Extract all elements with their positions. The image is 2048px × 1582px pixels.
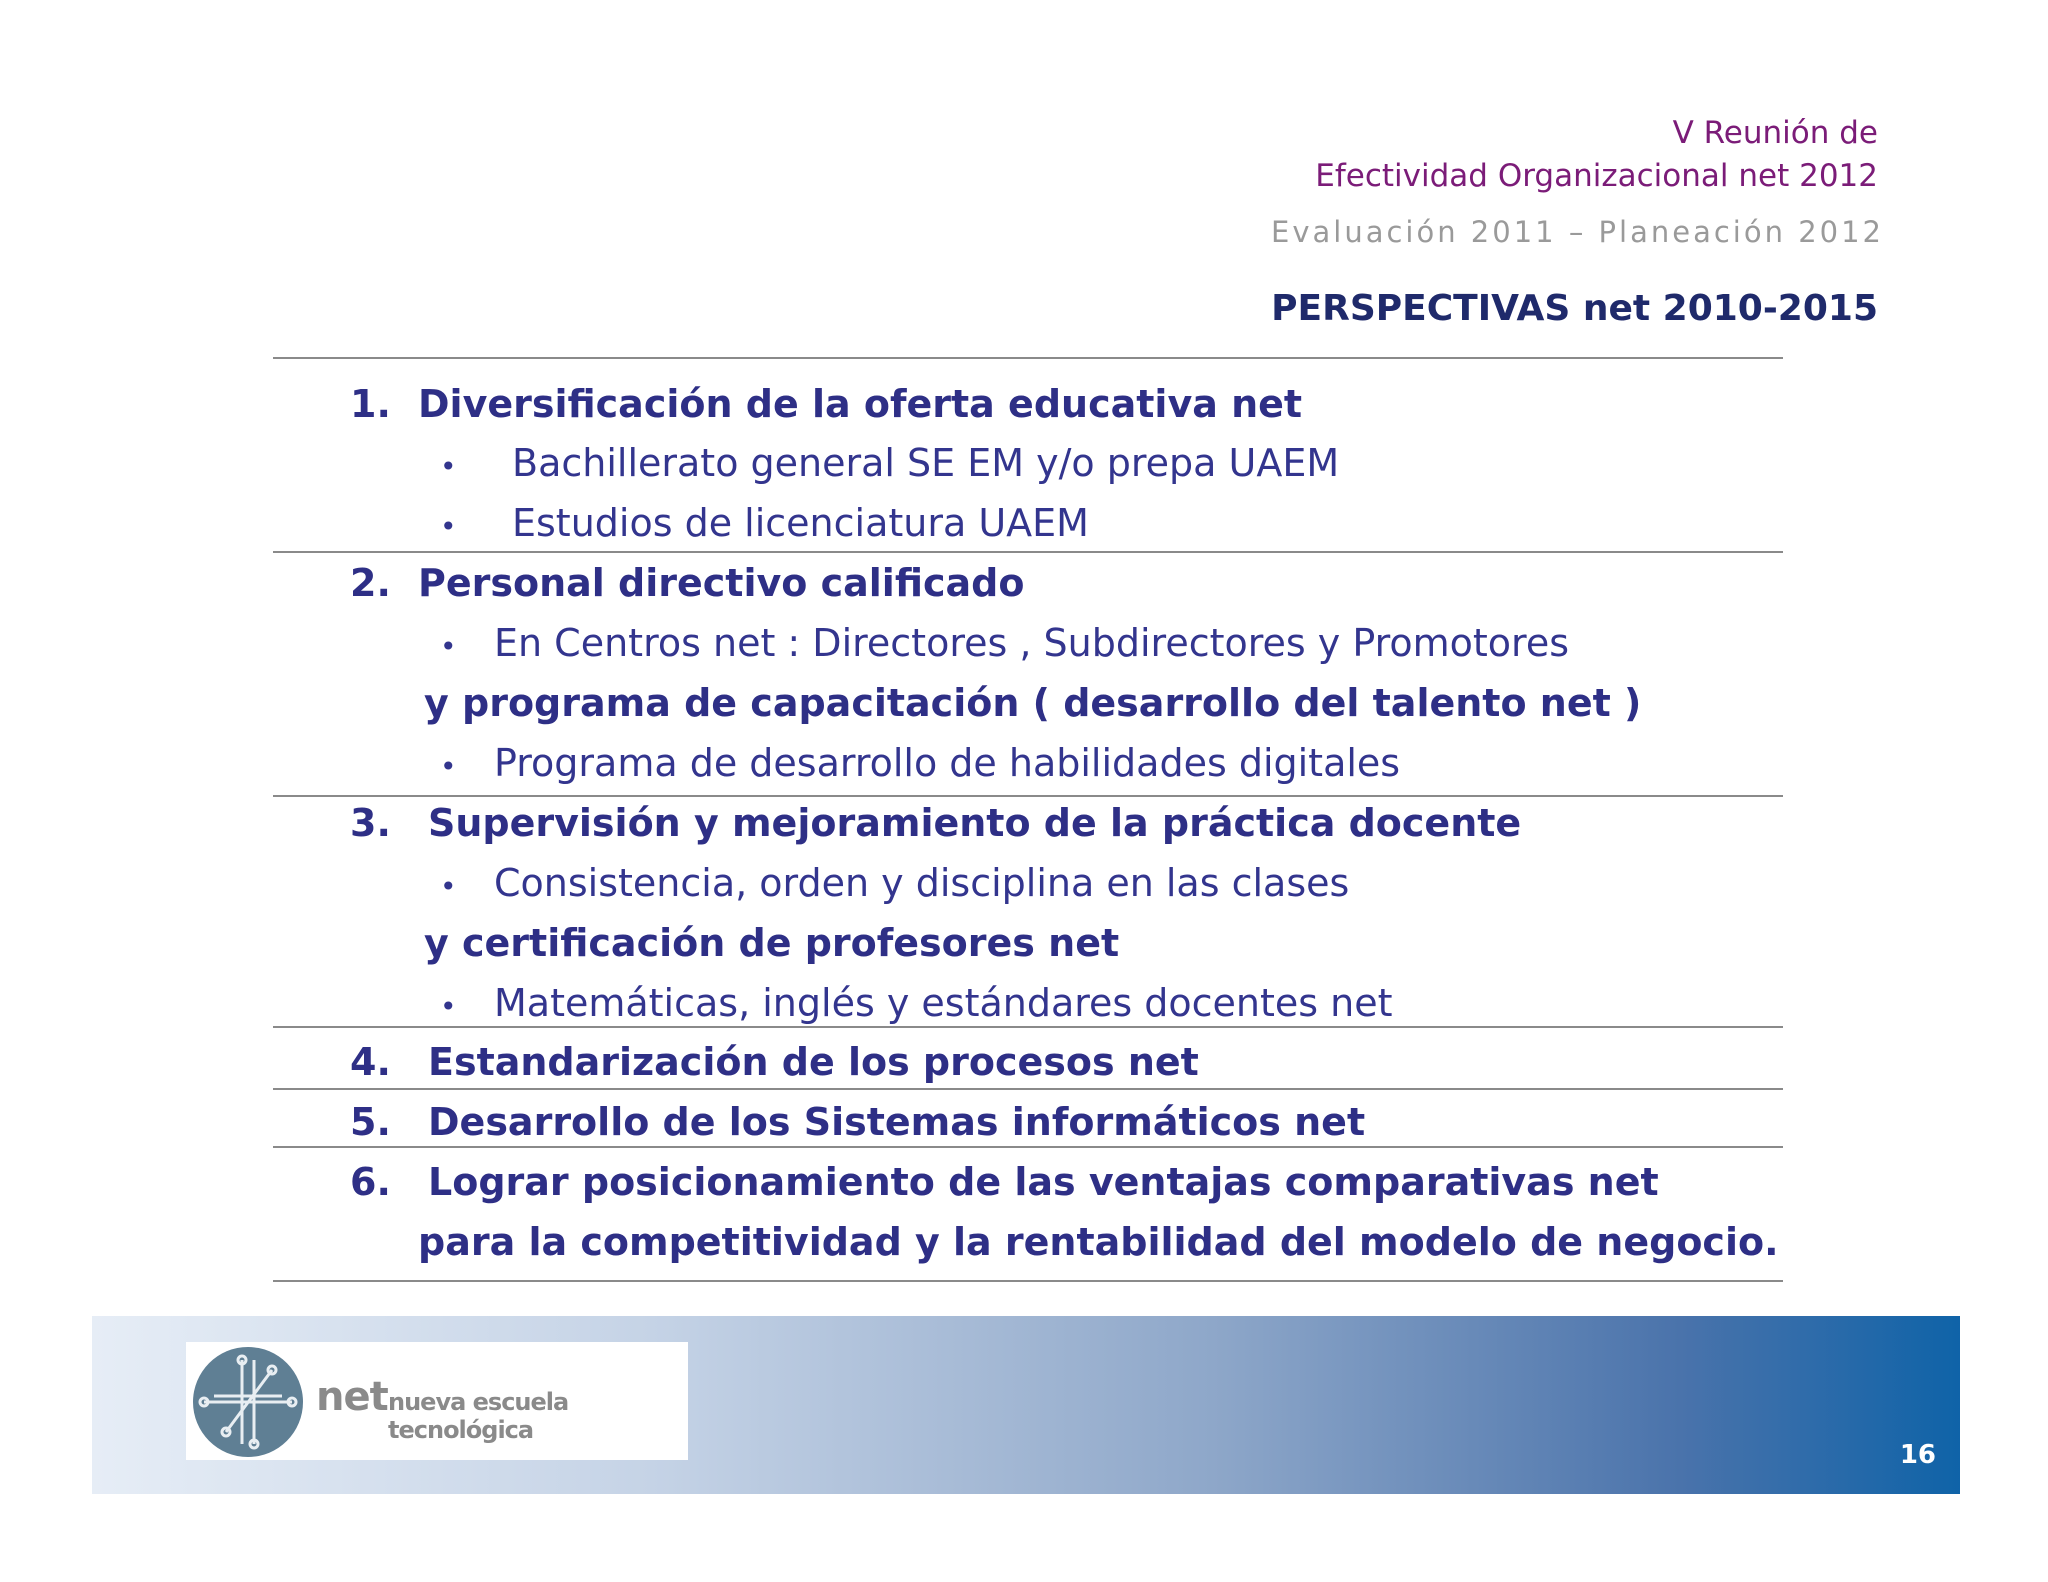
footer-bar — [92, 1316, 1960, 1494]
item-number: 5. — [350, 1100, 391, 1144]
item-3-bullet-1: Consistencia, orden y disciplina en las clases — [494, 861, 1350, 905]
item-title-3: Supervisión y mejoramiento de la práctica docente — [428, 801, 1522, 845]
net-cross-circle-icon — [192, 1346, 304, 1458]
item-title-2: Personal directivo calificado — [418, 561, 1025, 605]
bullet-icon: • — [440, 870, 457, 903]
bullet-icon: • — [440, 510, 457, 543]
item-number: 6. — [350, 1160, 391, 1204]
divider — [273, 357, 1783, 359]
item-number: 4. — [350, 1040, 391, 1084]
item-2-bullet-1: En Centros net : Directores , Subdirectores y Promotores — [494, 621, 1570, 665]
logo-net-text: net — [316, 1374, 388, 1420]
item-title-5: Desarrollo de los Sistemas informáticos net — [428, 1100, 1366, 1144]
item-1-bullet-2: Estudios de licenciatura UAEM — [512, 501, 1089, 545]
header-line-2: Efectividad Organizacional net 2012 — [1315, 158, 1878, 194]
bullet-icon: • — [440, 630, 457, 663]
section-title: PERSPECTIVAS net 2010-2015 — [1271, 288, 1878, 329]
logo — [186, 1342, 688, 1460]
divider — [273, 795, 1783, 797]
logo-tagline: nueva escuela tecnológica — [388, 1388, 569, 1444]
divider — [273, 1146, 1783, 1148]
header-subtitle: Evaluación 2011 – Planeación 2012 — [1271, 215, 1884, 249]
divider — [273, 1280, 1783, 1282]
item-number: 1. — [350, 382, 391, 426]
item-title-4: Estandarización de los procesos net — [428, 1040, 1199, 1084]
item-3-continuation: y certificación de profesores net — [424, 921, 1120, 965]
divider — [273, 1026, 1783, 1028]
item-1-bullet-1: Bachillerato general SE EM y/o prepa UAEM — [512, 441, 1340, 485]
item-number: 3. — [350, 801, 391, 845]
page-number: 16 — [1899, 1440, 1936, 1470]
item-2-bullet-2: Programa de desarrollo de habilidades digitales — [494, 741, 1401, 785]
bullet-icon: • — [440, 450, 457, 483]
divider — [273, 1088, 1783, 1090]
divider — [273, 551, 1783, 553]
item-title-1: Diversificación de la oferta educativa net — [418, 382, 1303, 426]
item-6-continuation: para la competitividad y la rentabilidad del modelo de negocio. — [418, 1220, 1779, 1264]
item-number: 2. — [350, 561, 391, 605]
bullet-icon: • — [440, 750, 457, 783]
header-line-1: V Reunión de — [1672, 115, 1878, 151]
item-3-bullet-2: Matemáticas, inglés y estándares docentes net — [494, 981, 1393, 1025]
item-title-6: Lograr posicionamiento de las ventajas comparativas net — [428, 1160, 1659, 1204]
bullet-icon: • — [440, 990, 457, 1023]
item-2-continuation: y programa de capacitación ( desarrollo del talento net ) — [424, 681, 1642, 725]
